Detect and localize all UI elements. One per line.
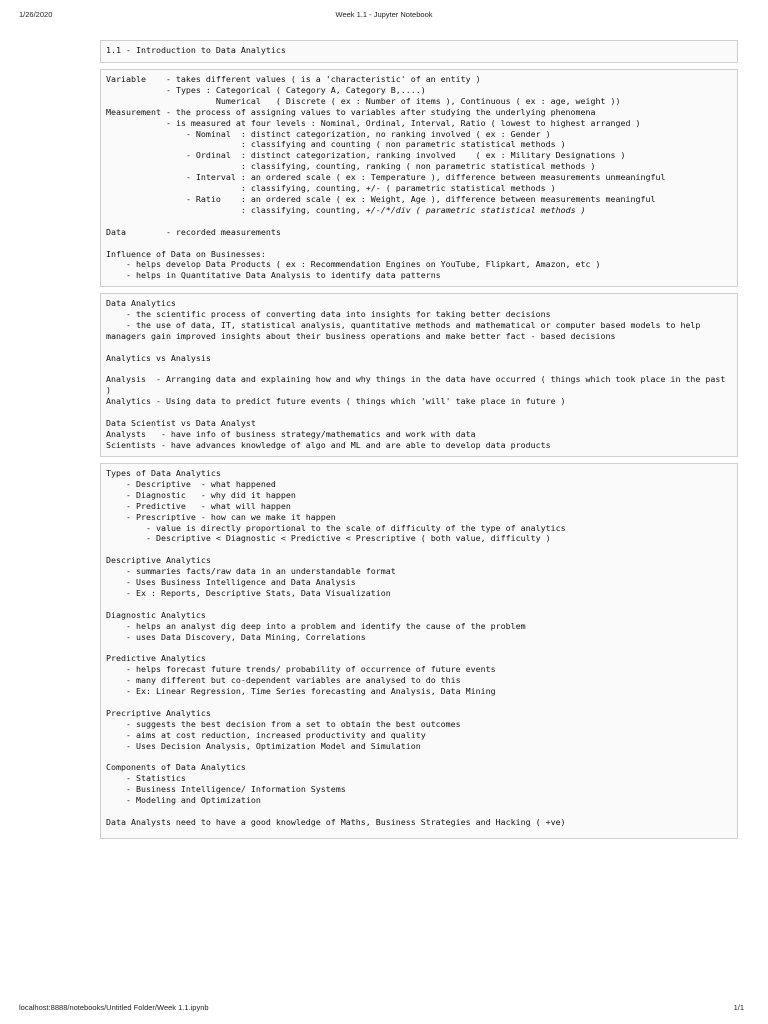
print-url: localhost:8888/notebooks/Untitled Folder/Week 1.1.ipynb: [19, 1003, 209, 1012]
print-footer: [0, 1003, 768, 1015]
cell-text: [106, 74, 732, 281]
cell-text: 1.1 - Introduction to Data Analytics: [106, 45, 286, 55]
print-page-title: Week 1.1 - Jupyter Notebook: [335, 10, 433, 19]
markdown-cell-variables-measurement[interactable]: [100, 69, 738, 287]
markdown-cell-data-analytics[interactable]: [100, 293, 738, 457]
cell-text-main: Variable - takes different values ( is a 'characteristic' of an entity ) - Types : Categorical ( Category A, Category B,....) Numerical ( Discrete ( ex : Number of items ), Continuous ( ex : age, weight )) Measurement - the process of assigning values to variables after studying the underlying phenomena - is measured at four levels : Nominal, Ordinal, Interval, Ratio ( lowest to highest arranged ) - Nominal : distinct categorization, no ranking involved ( ex : Gender ) : classifying and counting ( non parametric statistical methods ) - Ordinal : distinct categorization, ranking involved ( ex : Military Designations ) : classifying, counting, ranking ( non parametric statistical methods ) - Interval : an ordered scale ( ex : Temperature ), difference between measurements unmeaningful : classifying, counting, +/- ( parametric statistical methods ) - Ratio : an ordered scale ( ex : Weight, Age ), difference between measurements meaningful : classifying, counting,: [106, 74, 666, 215]
cell-text-tail: Data - recorded measurements Influence of Data on Businesses: - helps develop Data Products ( ex : Recommendation Engines on YouTube, Flipkart, Amazon, etc ) - helps in Quantitative Data Analysis to identify data patterns: [106, 226, 601, 281]
markdown-cell-intro-title[interactable]: [100, 40, 738, 63]
print-page-number: 1/1: [733, 1003, 744, 1012]
print-header: [0, 10, 768, 22]
cell-text: Data Analytics - the scientific process of converting data into insights for taking better decisions - the use of data, IT, statistical analysis, quantitative methods and mathematical or computer based models to help managers gain improved insights about their business operations and make better fact - based decisions Analytics vs Analysis Analysis - Arranging data and explaining how and why things in the data have occurred ( things which took place in the past ) Analytics - Using data to predict future events ( things which 'will' take place in future ) Data Scientist vs Data Analyst Analysts - have info of business strategy/mathematics and work with data Scientists - have advances knowledge of algo and ML and are able to develop data products: [106, 298, 726, 450]
cell-text-italic: +/-/*/div ( parametric statistical methods ): [365, 204, 586, 215]
print-date: 1/26/2020: [19, 10, 53, 19]
markdown-cell-types-of-analytics[interactable]: [100, 463, 738, 839]
cell-text: Types of Data Analytics - Descriptive - what happened - Diagnostic - why did it happen - Predictive - what will happen - Prescriptive - how can we make it happen - value is directly proportional to the scale of difficulty of the type of analytics - Descriptive < Diagnostic < Predictive < Prescriptive ( both value, difficulty ) Descriptive Analytics - summaries facts/raw data in an understandable format - Uses Business Intelligence and Data Analysis - Ex : Reports, Descriptive Stats, Data Visualization Diagnostic Analytics - helps an analyst dig deep into a problem and identify the cause of the problem - uses Data Discovery, Data Mining, Correlations Predictive Analytics - helps forecast future trends/ probability of occurrence of future events - many different but co-dependent variables are analysed to do this - Ex: Linear Regression, Time Series forecasting and Analysis, Data Mining Precriptive Analytics - suggests the best decision from a set to obtain the best outcomes - aims at cost reduction, increased productivity and quality - Uses Decision Analysis, Optimization Model and Simulation Components of Data Analytics - Statistics - Business Intelligence/ Information Systems - Modeling and Optimization Data Analysts need to have a good knowledge of Maths, Business Strategies and Hacking ( +ve): [106, 468, 566, 827]
